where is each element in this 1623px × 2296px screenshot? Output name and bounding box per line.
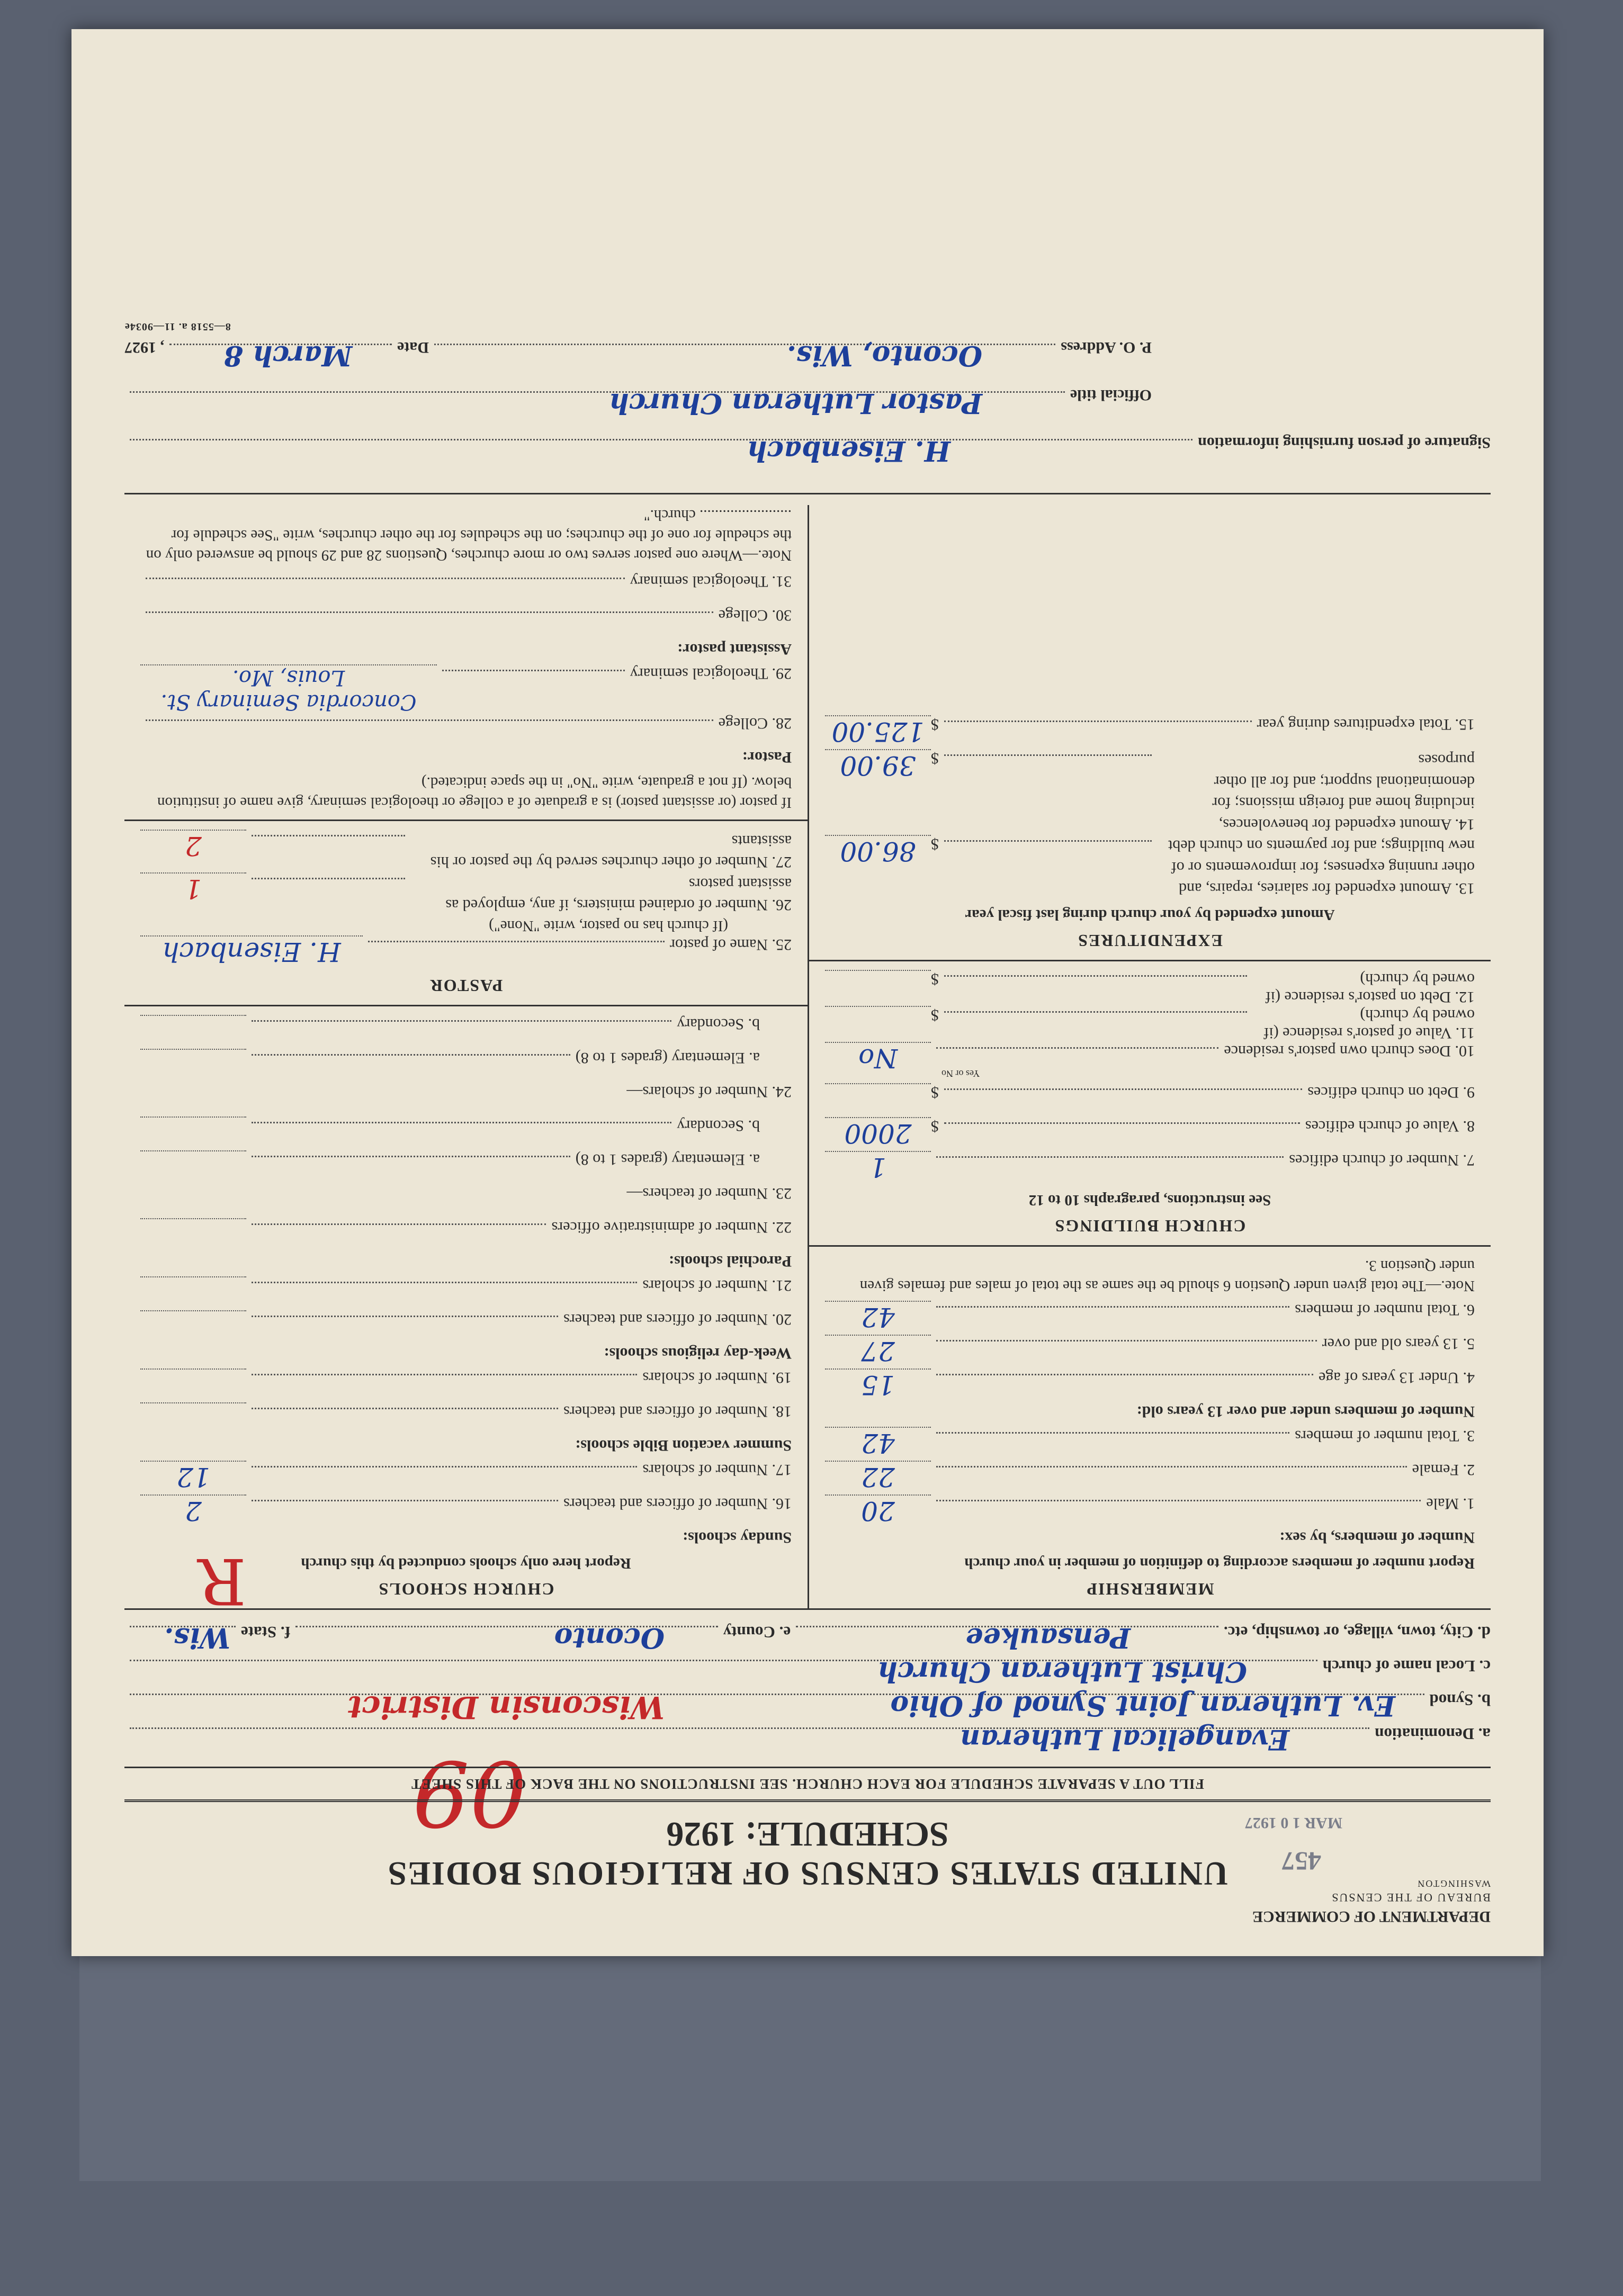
q13-value[interactable]: 86.00 bbox=[825, 835, 931, 867]
q22-row: 22. Number of administrative officers bbox=[140, 1218, 792, 1252]
q1-row: 1. Male 20 bbox=[825, 1494, 1475, 1528]
signature-row: Signature of person furnishing information H. Eisenbach bbox=[124, 434, 1491, 481]
upside-down-content bbox=[71, 29, 1544, 1956]
q2-row: 2. Female 22 bbox=[825, 1461, 1475, 1494]
q17-row: 17. Number of scholars 12 bbox=[140, 1461, 792, 1494]
county-label: e. County bbox=[723, 1623, 791, 1642]
state-value[interactable]: Wis. bbox=[164, 1621, 230, 1654]
q15-value[interactable]: 125.00 bbox=[825, 715, 931, 747]
year-suffix: , 1927 bbox=[124, 338, 164, 356]
q8-value[interactable]: 2000 bbox=[825, 1117, 931, 1149]
two-column-section bbox=[124, 505, 1491, 1610]
bureau-city: WASHINGTON bbox=[1416, 1878, 1491, 1889]
red-letter: R bbox=[198, 1544, 246, 1617]
denomination-field bbox=[124, 1722, 1491, 1756]
yes-no-hint: Yes or No bbox=[941, 1068, 980, 1079]
q18-value[interactable] bbox=[140, 1402, 246, 1433]
q19-row: 19. Number of scholars bbox=[140, 1368, 792, 1402]
department-name: DEPARTMENT OF COMMERCE bbox=[1252, 1908, 1491, 1925]
q4-value[interactable]: 15 bbox=[825, 1368, 931, 1400]
official-title-row: Official title Pastor Lutheran Church bbox=[124, 386, 1491, 434]
q23a-value[interactable] bbox=[140, 1150, 246, 1181]
signature-block bbox=[124, 320, 1491, 494]
identification-block bbox=[124, 1620, 1491, 1756]
q11-value[interactable] bbox=[825, 1006, 931, 1037]
state-label: f. State bbox=[241, 1623, 290, 1642]
q26-row: 26. Number of ordained ministers, if any, employed as assistant pastors 1 bbox=[140, 872, 792, 915]
buildings-heading: CHURCH BUILDINGS bbox=[1054, 1217, 1246, 1236]
q12-row: 12. Debt on pastor's residence (if owned by church) $ bbox=[825, 970, 1475, 1006]
q2-value[interactable]: 22 bbox=[825, 1461, 931, 1492]
stamp-number: 457 bbox=[1281, 1847, 1321, 1876]
q22-value[interactable] bbox=[140, 1218, 246, 1249]
q28-row: 28. College bbox=[140, 714, 792, 748]
right-column bbox=[124, 505, 808, 1608]
q24a-value[interactable] bbox=[140, 1049, 246, 1079]
q29-row: 29. Theological seminary Concordia Seminary St. Louis, Mo. bbox=[140, 664, 792, 714]
q7-value[interactable]: 1 bbox=[825, 1151, 931, 1183]
stamp-date: MAR 1 0 1927 bbox=[1244, 1814, 1342, 1832]
q27-value[interactable]: 2 bbox=[140, 830, 246, 861]
q6-row: 6. Total number of members 42 bbox=[825, 1301, 1475, 1335]
pastor-heading: PASTOR bbox=[429, 976, 503, 995]
membership-instr: Report number of members according to definition of member in your church bbox=[964, 1554, 1475, 1572]
q26-value[interactable]: 1 bbox=[140, 872, 246, 904]
assistant-sub-label: Assistant pastor: bbox=[677, 640, 792, 658]
address-date-row: P. O. Address Oconto, Wis. Date March 8 , 1927 8—5518 a. 11—9034e bbox=[124, 320, 1152, 372]
q14-row: 14. Amount expended for benevolences, including home and foreign missions; for denominational support; and for all other purposes $ 39.00 bbox=[825, 749, 1475, 835]
expenditures-heading: EXPENDITURES bbox=[1077, 931, 1223, 950]
q10-value[interactable]: No bbox=[825, 1042, 931, 1074]
q23b-value[interactable] bbox=[140, 1117, 246, 1147]
pastor-note: Note.—Where one pastor serves two or more churches, Questions 28 and 29 should be answered only on the schedule for one of the churches; on the schedules for the other churches, write "See schedule for ........................ church." bbox=[146, 507, 792, 564]
schools-instr: Report here only schools conducted by this church bbox=[301, 1554, 631, 1572]
q16-row: 16. Number of officers and teachers 2 bbox=[140, 1494, 792, 1528]
form-number: 8—5518 a. 11—9034e bbox=[124, 320, 231, 332]
local-name-label: c. Local name of church bbox=[1322, 1656, 1491, 1676]
q3-row: 3. Total number of members 42 bbox=[825, 1427, 1475, 1461]
q7-row: 7. Number of church edifices 1 bbox=[825, 1151, 1475, 1185]
q24b-value[interactable] bbox=[140, 1015, 246, 1046]
q16-value[interactable]: 2 bbox=[140, 1494, 246, 1526]
q6-value[interactable]: 42 bbox=[825, 1301, 931, 1332]
q27-row: 27. Number of other churches served by the pastor or his assistants 2 bbox=[140, 830, 792, 872]
q25-value[interactable]: H. Eisenbach bbox=[140, 935, 363, 967]
q23a-row: a. Elementary (grades 1 to 8) bbox=[140, 1150, 792, 1184]
pastor-sub-label: Pastor: bbox=[742, 748, 792, 766]
q24-row: 24. Number of scholars— bbox=[626, 1083, 792, 1101]
q18-row: 18. Number of officers and teachers bbox=[140, 1402, 792, 1436]
buildings-instr: See instructions, paragraphs 10 to 12 bbox=[1028, 1192, 1271, 1209]
membership-note: Note.—The total given under Question 6 should be the same as the total of males and females given under Question 3. bbox=[859, 1257, 1475, 1294]
date-value[interactable]: March 8 bbox=[223, 339, 352, 372]
q20-row: 20. Number of officers and teachers bbox=[140, 1310, 792, 1344]
q24b-row: b. Secondary bbox=[140, 1015, 792, 1049]
weekday-schools-label: Week-day religious schools: bbox=[604, 1344, 792, 1362]
q13-row: 13. Amount expended for salaries, repairs, and other running expenses; for improvements or of new buildings; and for payments on church debt $ 86.00 bbox=[825, 835, 1475, 899]
official-title-value[interactable]: Pastor Lutheran Church bbox=[608, 386, 982, 419]
form-notice: FILL OUT A SEPARATE SCHEDULE FOR EACH CHURCH. SEE INSTRUCTIONS ON THE BACK OF THIS SHEET bbox=[124, 1767, 1491, 1802]
q20-value[interactable] bbox=[140, 1310, 246, 1341]
q14-value[interactable]: 39.00 bbox=[825, 749, 931, 781]
schools-heading: CHURCH SCHOOLS bbox=[378, 1579, 554, 1599]
red-number: 09 bbox=[412, 1740, 527, 1845]
q11-row: 11. Value of pastor's residence (if owned by church) $ bbox=[825, 1006, 1475, 1042]
expenditures-instr: Amount expended by your church during last fiscal year bbox=[965, 906, 1335, 923]
q3-value[interactable]: 42 bbox=[825, 1427, 931, 1458]
left-column bbox=[808, 505, 1491, 1608]
q25-hint: (If church has no pastor, write "None") bbox=[489, 917, 728, 934]
q31-row: 31. Theological seminary bbox=[140, 572, 792, 606]
q23-row: 23. Number of teachers— bbox=[626, 1184, 792, 1202]
q21-row: 21. Number of scholars bbox=[140, 1276, 792, 1310]
department-block bbox=[1252, 1877, 1491, 1927]
city-label: d. City, town, village, or township, etc. bbox=[1223, 1623, 1491, 1642]
q29-value[interactable]: Concordia Seminary St. Louis, Mo. bbox=[140, 664, 437, 714]
synod-label: b. Synod bbox=[1429, 1690, 1491, 1709]
q9-value[interactable] bbox=[825, 1083, 931, 1114]
q9-row: 9. Debt on church edifices $ bbox=[825, 1083, 1475, 1117]
q8-row: 8. Value of church edifices $ 2000 bbox=[825, 1117, 1475, 1151]
by-age-label: Number of members under and over 13 years old: bbox=[1136, 1402, 1475, 1420]
location-field bbox=[124, 1620, 1491, 1654]
q24a-row: a. Elementary (grades 1 to 8) bbox=[140, 1049, 792, 1083]
local-name-field bbox=[124, 1654, 1491, 1688]
q15-row: 15. Total expenditures during year $ 125.00 bbox=[825, 715, 1475, 749]
title-line-2: SCHEDULE: 1926 bbox=[666, 1814, 949, 1853]
synod-field bbox=[124, 1688, 1491, 1725]
denomination-label: a. Denomination bbox=[1375, 1724, 1491, 1743]
pastor-instr: If pastor (or assistant pastor) is a graduate of a college or theological seminary, give name of institution below. (If not a graduate, write "No" in the space indicated.) bbox=[157, 774, 792, 812]
q1-value[interactable]: 20 bbox=[825, 1494, 931, 1526]
q21-value[interactable] bbox=[140, 1276, 246, 1307]
city-value[interactable]: Pensaukee bbox=[965, 1621, 1131, 1654]
sunday-schools-label: Sunday schools: bbox=[683, 1528, 792, 1546]
bureau-name: BUREAU OF THE CENSUS bbox=[1331, 1891, 1491, 1905]
q17-value[interactable]: 12 bbox=[140, 1461, 246, 1492]
parochial-schools-label: Parochial schools: bbox=[669, 1252, 792, 1270]
q25-row: 25. Name of pastor H. Eisenbach bbox=[140, 935, 792, 969]
q19-value[interactable] bbox=[140, 1368, 246, 1399]
q12-value[interactable] bbox=[825, 970, 931, 1001]
red-district-note: Wisconsin District bbox=[347, 1689, 665, 1725]
summer-schools-label: Summer vacation Bible schools: bbox=[575, 1436, 792, 1454]
q4-row: 4. Under 13 years of age 15 bbox=[825, 1368, 1475, 1402]
census-schedule-sheet bbox=[71, 29, 1544, 1956]
q23b-row: b. Secondary bbox=[140, 1117, 792, 1150]
county-value[interactable]: Oconto bbox=[554, 1621, 665, 1654]
title-line-1: UNITED STATES CENSUS OF RELIGIOUS BODIES bbox=[387, 1854, 1229, 1893]
q30-row: 30. College bbox=[140, 606, 792, 640]
q5-row: 5. 13 years old and over 27 bbox=[825, 1335, 1475, 1368]
by-sex-label: Number of members, by sex: bbox=[1279, 1528, 1475, 1546]
q10-row: Yes or No 10. Does church own pastor's residence No bbox=[825, 1042, 1475, 1076]
signature-value[interactable]: H. Eisenbach bbox=[747, 434, 951, 467]
synod-value[interactable]: Ev. Lutheran Joint Synod of Ohio bbox=[890, 1689, 1395, 1722]
membership-heading: MEMBERSHIP bbox=[1086, 1579, 1214, 1599]
po-address-value[interactable]: Oconto, Wis. bbox=[787, 339, 982, 372]
denomination-value[interactable]: Evangelical Lutheran bbox=[960, 1723, 1289, 1755]
date-label: Date bbox=[397, 338, 429, 356]
form-body bbox=[124, 320, 1491, 1927]
q5-value[interactable]: 27 bbox=[825, 1335, 931, 1366]
local-name-value[interactable]: Christ Lutheran Church bbox=[877, 1655, 1247, 1688]
